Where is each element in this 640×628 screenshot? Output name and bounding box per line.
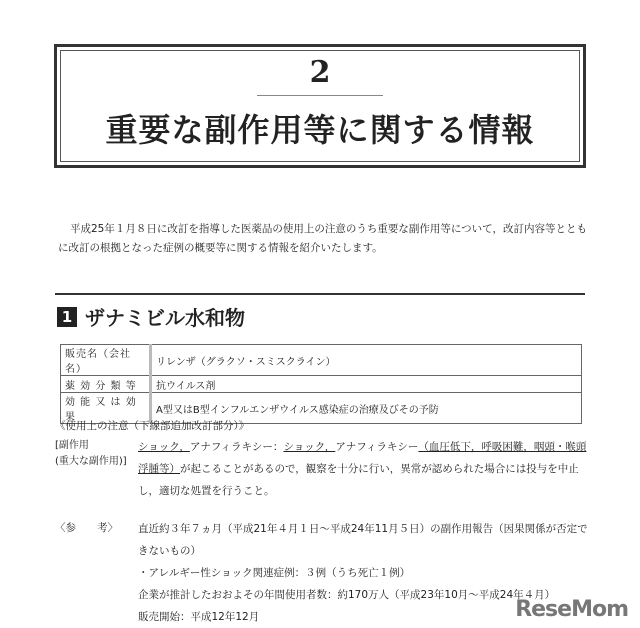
- row-key: 販売名（会社名）: [61, 345, 151, 376]
- underlined-text: ショック，: [283, 441, 336, 453]
- notes-text: [138, 436, 590, 502]
- reference-line: 直近約３年７ヵ月（平成21年４月１日～平成24年11月５日）の副作用報告（因果関係が否定できないもの）: [138, 523, 588, 557]
- reference-line: 販売開始：平成12年12月: [138, 611, 260, 623]
- section-title: ザナミビル水和物: [85, 306, 245, 330]
- text: が起こることがあるので，観察を十分に行い，異常が認められた場合には投与を中止し，適切な処置を行うこと。: [138, 463, 579, 497]
- row-key: 薬 効 分 類 等: [61, 376, 151, 393]
- resemom-logo: ReseMom: [515, 597, 628, 622]
- row-value: A型又はB型インフルエンザウイルス感染症の治療及びその予防: [151, 393, 582, 424]
- row-value: 抗ウイルス剤: [151, 376, 582, 393]
- divider: [257, 95, 383, 96]
- chapter-number: 2: [309, 55, 331, 90]
- section-number: 1: [57, 307, 77, 327]
- notes-heading: 《使用上の注意（下線部追加改訂部分）》: [55, 420, 250, 432]
- reference-label: 〈参 考〉: [55, 522, 118, 534]
- table-row: [61, 345, 582, 376]
- chapter-title: 重要な副作用等に関する情報: [105, 111, 535, 149]
- reference-line: ・アレルギー性ショック関連症例：３例（うち死亡１例）: [138, 567, 411, 579]
- notes-label: [55, 438, 127, 470]
- underlined-text: ショック，: [138, 441, 190, 453]
- chapter-title-box: [54, 44, 586, 168]
- section-heading: [57, 302, 245, 331]
- reference-line: 企業が推計したおおよその年間使用者数：約170万人（平成23年10月～平成24年４月）: [138, 589, 556, 601]
- text: アナフィラキシー：: [189, 441, 284, 453]
- section-divider: [55, 293, 585, 295]
- underlined-text: （血圧低下，呼吸困難，咽頭・喉頭浮腫等）: [138, 441, 587, 475]
- table-row: [61, 376, 582, 393]
- row-key: 効 能 又 は 効 果: [61, 393, 151, 424]
- drug-info-table: [60, 344, 582, 424]
- row-value: リレンザ（グラクソ・スミスクライン）: [151, 345, 582, 376]
- notes-label-line: (重大な副作用)]: [55, 456, 127, 467]
- text: アナフィラキシー: [335, 441, 419, 453]
- notes-label-line: [副作用: [55, 440, 89, 451]
- intro-paragraph: 平成25年１月８日に改訂を指導した医薬品の使用上の注意のうち重要な副作用等について，改訂内容等とともに改訂の根拠となった症例の概要等に関する情報を紹介いたします。: [58, 223, 587, 254]
